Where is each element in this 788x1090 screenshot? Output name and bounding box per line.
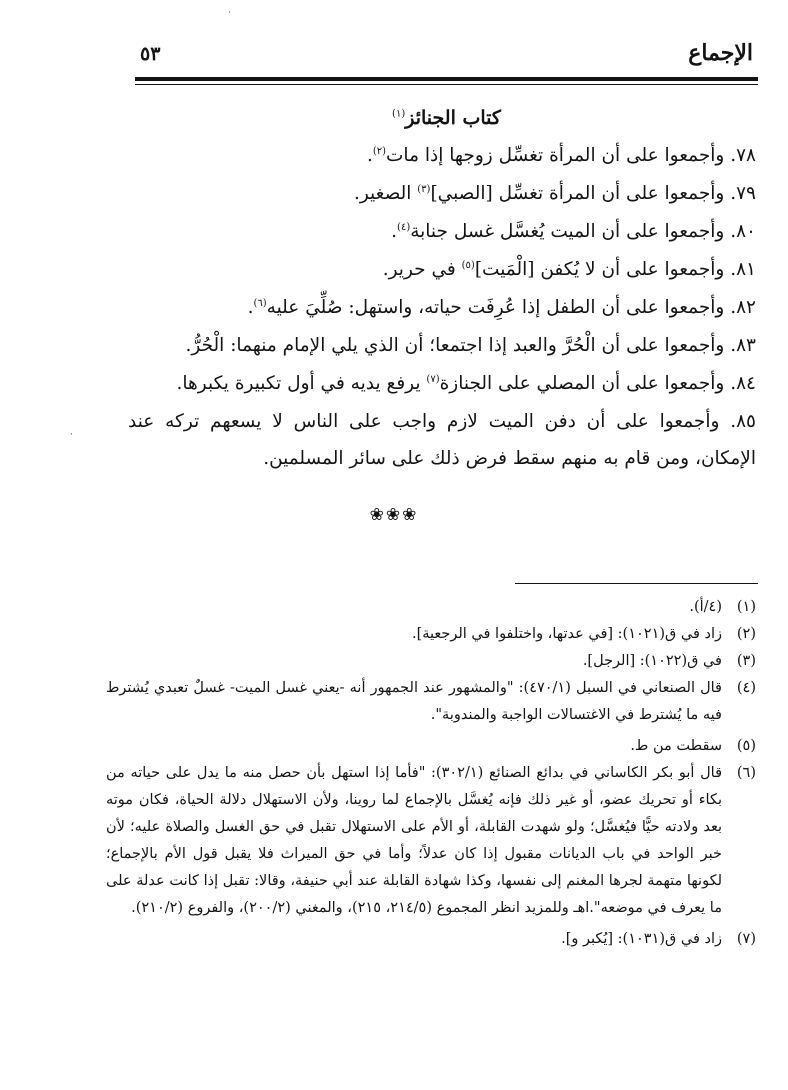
consensus-item-text: ٨٠. وأجمعوا على أن الميت يُغسَّل غسل جنابة (410, 221, 756, 242)
consensus-item (128, 289, 756, 327)
footnote-text: سقطت من ط. (630, 738, 722, 754)
consensus-item (128, 213, 756, 251)
footnote-ref: (٦) (253, 297, 267, 309)
page-header (135, 40, 758, 72)
consensus-item (128, 327, 756, 365)
footnote (106, 594, 756, 621)
consensus-item-text: ٨٣. وأجمعوا على أن الْحُرَّ والعبد إذا اجتمعا؛ أن الذي يلي الإمام منهما: الْحُرُّ. (185, 335, 756, 356)
consensus-item-text: ٧٨. وأجمعوا على أن المرأة تغسِّل زوجها إذا مات (386, 145, 756, 166)
consensus-item (128, 403, 756, 477)
consensus-item (128, 251, 756, 289)
chapter-title: كتاب الجنائز (405, 107, 501, 129)
footnote-number: (١) (736, 599, 756, 615)
scan-speck: · (70, 430, 73, 440)
footnote (106, 733, 756, 760)
footnote-number: (٣) (736, 653, 756, 669)
footnote-text: قال الصنعاني في السبل (٤٧٠/١): "والمشهور عند الجمهور أنه -يعني غسل الميت- غسلٌ تعبدي يُشترط فيه ما يُشترط في الاغتسالات الواجبة والمندوبة". (106, 680, 722, 723)
consensus-item-tail: يرفع يديه في أول تكبيرة يكبرها. (176, 373, 427, 394)
consensus-item (128, 175, 756, 213)
footnote (106, 648, 756, 675)
footnote-text: زاد في ق(١٠٣١): [يُكبر و]. (561, 931, 722, 947)
footnote-text: قال أبو بكر الكاساني في بدائع الصنائع (٣٠٢/١): "فأما إذا استهل بأن حصل منه ما يدل على حياته من بكاء أو تحريك عضو، أو غير ذلك فإنه يُغسَّل بالإجماع لما روينا، ولأن الاستهلال دلالة الحياة، فكان موته بعد ولادته حيًّا فيُغسَّل؛ ولو شهدت القابلة، أو الأم على الاستهلال تقبل في حق الغسل والصلاة عليه؛ لأن خبر الواحد في باب الديانات مقبول إذا كان عدلاً؛ وأما في حق الميراث فلا يقبل قول الأم بالإجماع؛ لكونها متهمة لجرها المغنم إلى نفسها، وكذا شهادة القابلة عند أبي حنيفة، وقالا: تقبل إذا كانت عدلة على ما يعرف في موضعه".اهـ وللمزيد انظر المجموع (٢١٤/٥، ٢١٥)، والمغني (٢٠٠/٢)، والفروع (٢١٠/٢). (106, 765, 722, 916)
footnotes (106, 594, 756, 953)
footnote-number: (٢) (736, 626, 756, 642)
footnote-ref: (٢) (372, 145, 387, 157)
footnote-number: (٧) (736, 931, 756, 947)
consensus-item-text: ٨٤. وأجمعوا على أن المصلي على الجنازة (439, 373, 756, 394)
page-number: ٥٣ (140, 43, 161, 65)
footnote-text: (٤/أ). (689, 599, 722, 615)
consensus-item-text: ٨١. وأجمعوا على أن لا يُكفن [الْمَيت] (474, 259, 756, 280)
chapter-note-ref: (١) (392, 108, 406, 120)
footnote (106, 675, 756, 729)
footnote (106, 760, 756, 922)
consensus-item (128, 137, 756, 175)
consensus-item-tail: . (391, 221, 398, 242)
header-rule-thick (135, 77, 758, 81)
consensus-item-text: ٨٥. وأجمعوا على أن دفن الميت لازم واجب على الناس لا يسعهم تركه عند الإمكان، ومن قام به منهم سقط فرض ذلك على سائر المسلمين. (128, 411, 756, 469)
header-rule-thin (135, 84, 758, 85)
footnote-separator (515, 583, 758, 584)
consensus-item-tail: في حرير. (382, 259, 462, 280)
consensus-item-tail: . (247, 297, 254, 318)
footnote-ref: (٣) (417, 183, 431, 195)
scan-speck: · (228, 8, 231, 18)
consensus-item-text: ٨٢. وأجمعوا على أن الطفل إذا عُرِفَت حياته، واستهل: صُلِّيَ عليه (266, 297, 756, 318)
consensus-item (128, 365, 756, 403)
consensus-item-text: ٧٩. وأجمعوا على أن المرأة تغسِّل [الصبي] (430, 183, 756, 204)
running-title: الإجماع (688, 40, 753, 66)
footnote (106, 926, 756, 953)
footnote (106, 621, 756, 648)
footnote-number: (٥) (736, 738, 756, 754)
consensus-item-tail: . (366, 145, 373, 166)
consensus-item-tail: الصغير. (353, 183, 418, 204)
footnote-text: في ق(١٠٢٢): [الرجل]. (582, 653, 722, 669)
footnote-ref: (٥) (461, 259, 475, 271)
chapter-heading (135, 107, 758, 129)
footnote-number: (٦) (736, 765, 756, 781)
consensus-list (128, 137, 756, 477)
footnote-ref: (٤) (397, 221, 411, 233)
footnote-ref: (٧) (426, 373, 440, 385)
footnote-number: (٤) (736, 680, 756, 696)
footnote-text: زاد في ق(١٠٢١): [في عدتها، واختلفوا في الرجعية]. (411, 626, 722, 642)
section-end-ornament: ❀❀❀ (369, 505, 419, 525)
